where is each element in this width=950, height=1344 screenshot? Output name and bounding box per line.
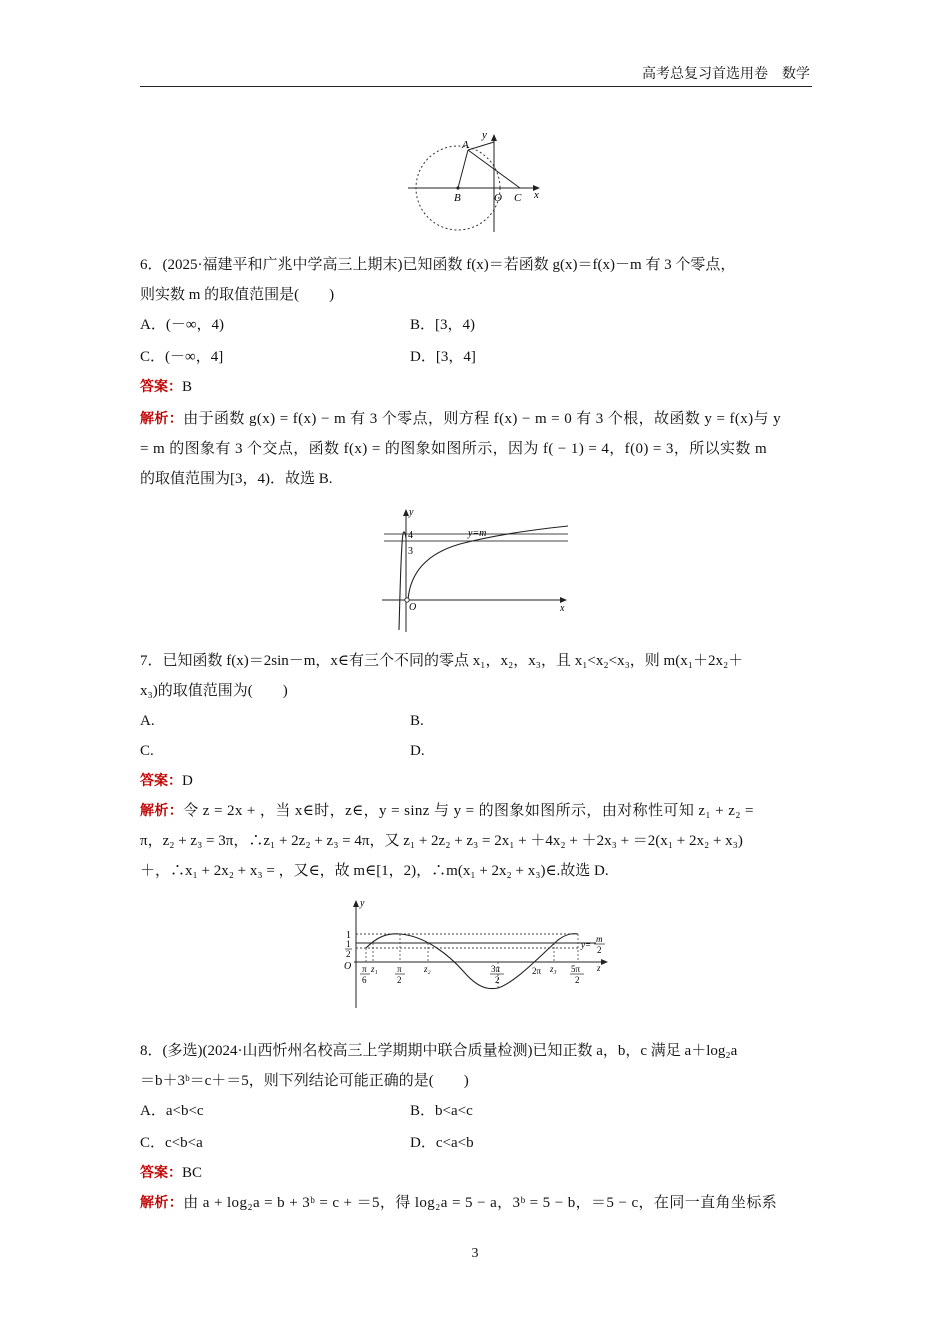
q7-answer-value: D <box>182 773 193 789</box>
q8-solution-label: 解析： <box>140 1195 184 1211</box>
tick-pi6-num: π <box>362 964 367 974</box>
label-y: y <box>409 507 414 518</box>
q8-answer-value: BC <box>182 1165 203 1181</box>
tick-3pi2-den: 2 <box>495 975 500 985</box>
q7-solution-label: 解析： <box>140 803 184 819</box>
tick-3: 3 <box>408 546 413 557</box>
left-branch-curve <box>399 532 406 630</box>
label-b: B <box>454 192 461 204</box>
z-axis-arrow <box>601 959 608 965</box>
tick-4: 4 <box>408 530 413 541</box>
q6-stem-line1: 6．(2025·福建平和广兆中学高三上期末)已知函数 f(x)＝若函数 g(x)＝f(x)－m 有 3 个零点， <box>140 257 736 273</box>
q7-stem-line1: 7．已知函数 f(x)＝2sin－m，x∈有三个不同的零点 x₁，x₂，x₃，且 x₁<x₂<x₃，则 m(x₁＋2x₂＋ <box>140 653 744 669</box>
tick-1: 1 <box>346 930 351 941</box>
label-line-lhs: y= <box>581 940 592 950</box>
header-rule <box>140 86 812 87</box>
q6-solution-text1: 由于函数 g(x) = f(x) − m 有 3 个零点，则方程 f(x) − m = 0 有 3 个根，故函数 y = f(x)与 y <box>183 411 781 427</box>
q8-option-c[interactable]: C．c<b<a <box>140 1135 203 1151</box>
q8-stem-line1: 8．(多选)(2024·山西忻州名校高三上学期期中联合质量检测)已知正数 a，b，c 满足 a＋log₂a <box>140 1043 738 1059</box>
label-x: x <box>534 189 539 201</box>
tick-2pi: 2π <box>532 966 542 976</box>
q8-option-d[interactable]: D．c<a<b <box>410 1135 474 1151</box>
q8-option-a[interactable]: A．a<b<c <box>140 1103 204 1119</box>
running-header: 高考总复习首选用卷 数学 <box>642 67 810 82</box>
tick-pi2-den: 2 <box>397 975 402 985</box>
label-ym: y=m <box>468 528 487 539</box>
q7-option-b[interactable]: B. <box>410 713 424 729</box>
figure-fx-graph <box>380 504 574 634</box>
q6-option-a[interactable]: A．(－∞，4) <box>140 317 225 333</box>
q6-stem-line2: 则实数 m 的取值范围是( ) <box>140 287 335 303</box>
label-o: O <box>344 961 352 972</box>
segment-ba <box>458 150 468 188</box>
label-x: x <box>560 603 565 614</box>
q6-option-c[interactable]: C．(－∞，4] <box>140 349 224 365</box>
q6-solution-label: 解析： <box>140 411 184 427</box>
label-o: O <box>409 602 417 613</box>
q8-option-b[interactable]: B．b<a<c <box>410 1103 473 1119</box>
label-z3: z₃ <box>550 964 557 974</box>
q7-solution-line2: π，z₂ + z₃ = 3π，∴z₁ + 2z₂ + z₃ = 4π，又 z₁ + 2z₂ + z₃ = 2x₁ + ＋4x₂ + ＋2x₃ + ＝2(x₁ + 2x₂ + x₃) <box>140 833 743 849</box>
label-line-num: m <box>596 934 603 944</box>
figure-sine-graph <box>340 896 620 1012</box>
tick-pi2-num: π <box>397 964 402 974</box>
tick-3pi2-num: 3π <box>491 964 501 974</box>
label-z1: z₁ <box>371 964 378 974</box>
q6-solution-line2: = m 的图象有 3 个交点，函数 f(x) = 的图象如图所示，因为 f( − 1) = 4，f(0) = 3，所以实数 m <box>140 441 768 457</box>
label-line-den: 2 <box>597 945 602 955</box>
q6-option-d[interactable]: D．[3，4] <box>410 349 476 365</box>
q8-solution-line1 <box>140 1192 812 1214</box>
y-axis-arrow <box>353 900 359 907</box>
q6-solution-line3: 的取值范围为[3，4)．故选 B. <box>140 471 333 487</box>
q6-answer <box>140 376 812 398</box>
label-y: y <box>482 129 487 141</box>
log-branch-curve <box>408 526 568 600</box>
q6-option-b[interactable]: B．[3，4) <box>410 317 475 333</box>
q7-option-c[interactable]: C. <box>140 743 154 759</box>
y-axis-arrow <box>491 134 497 141</box>
q8-answer-label: 答案： <box>140 1165 182 1181</box>
tick-pi6-den: 6 <box>362 975 367 985</box>
label-c: C <box>514 192 522 204</box>
tick-5pi2-num: 5π <box>571 964 581 974</box>
q7-option-d[interactable]: D. <box>410 743 425 759</box>
q6-answer-label: 答案： <box>140 379 182 395</box>
tick-half-den: 2 <box>346 949 351 959</box>
figure-circle-diagram <box>402 128 552 234</box>
q8-solution-text1: 由 a + log₂a = b + 3ᵇ = c + ＝5，得 log₂a = 5 − a，3ᵇ = 5 − b，＝5 − c，在同一直角坐标系 <box>183 1195 778 1211</box>
segment-a-axis <box>468 142 494 150</box>
label-a: A <box>462 139 469 151</box>
q7-solution-line3: ＋，∴x₁ + 2x₂ + x₃ = ，又∈，故 m∈[1，2)，∴m(x₁ + 2x₂ + x₃)∈.故选 D. <box>140 863 609 879</box>
tick-5pi2-den: 2 <box>575 975 580 985</box>
q8-stem-line2: ＝b＋3ᵇ＝c＋＝5，则下列结论可能正确的是( ) <box>140 1073 469 1089</box>
q7-answer-label: 答案： <box>140 773 182 789</box>
q6-solution-line1 <box>140 408 812 430</box>
label-o: O <box>494 192 502 204</box>
label-z: z <box>597 963 601 973</box>
q7-stem-line2: x₃)的取值范围为( ) <box>140 683 288 699</box>
tick-half-num: 1 <box>346 939 351 949</box>
q6-answer-value: B <box>182 379 193 395</box>
label-z2: z₂ <box>424 964 431 974</box>
q8-answer <box>140 1162 812 1184</box>
q7-solution-text1: 令 z = 2x + ，当 x∈时，z∈，y = sinz 与 y = 的图象如图所示，由对称性可知 z₁ + z₂ = <box>183 803 754 819</box>
q7-option-a[interactable]: A. <box>140 713 155 729</box>
page-number: 3 <box>471 1246 479 1261</box>
point-b <box>456 186 459 189</box>
label-y: y <box>360 898 365 909</box>
q7-solution-line1 <box>140 800 812 822</box>
q7-answer <box>140 770 812 792</box>
